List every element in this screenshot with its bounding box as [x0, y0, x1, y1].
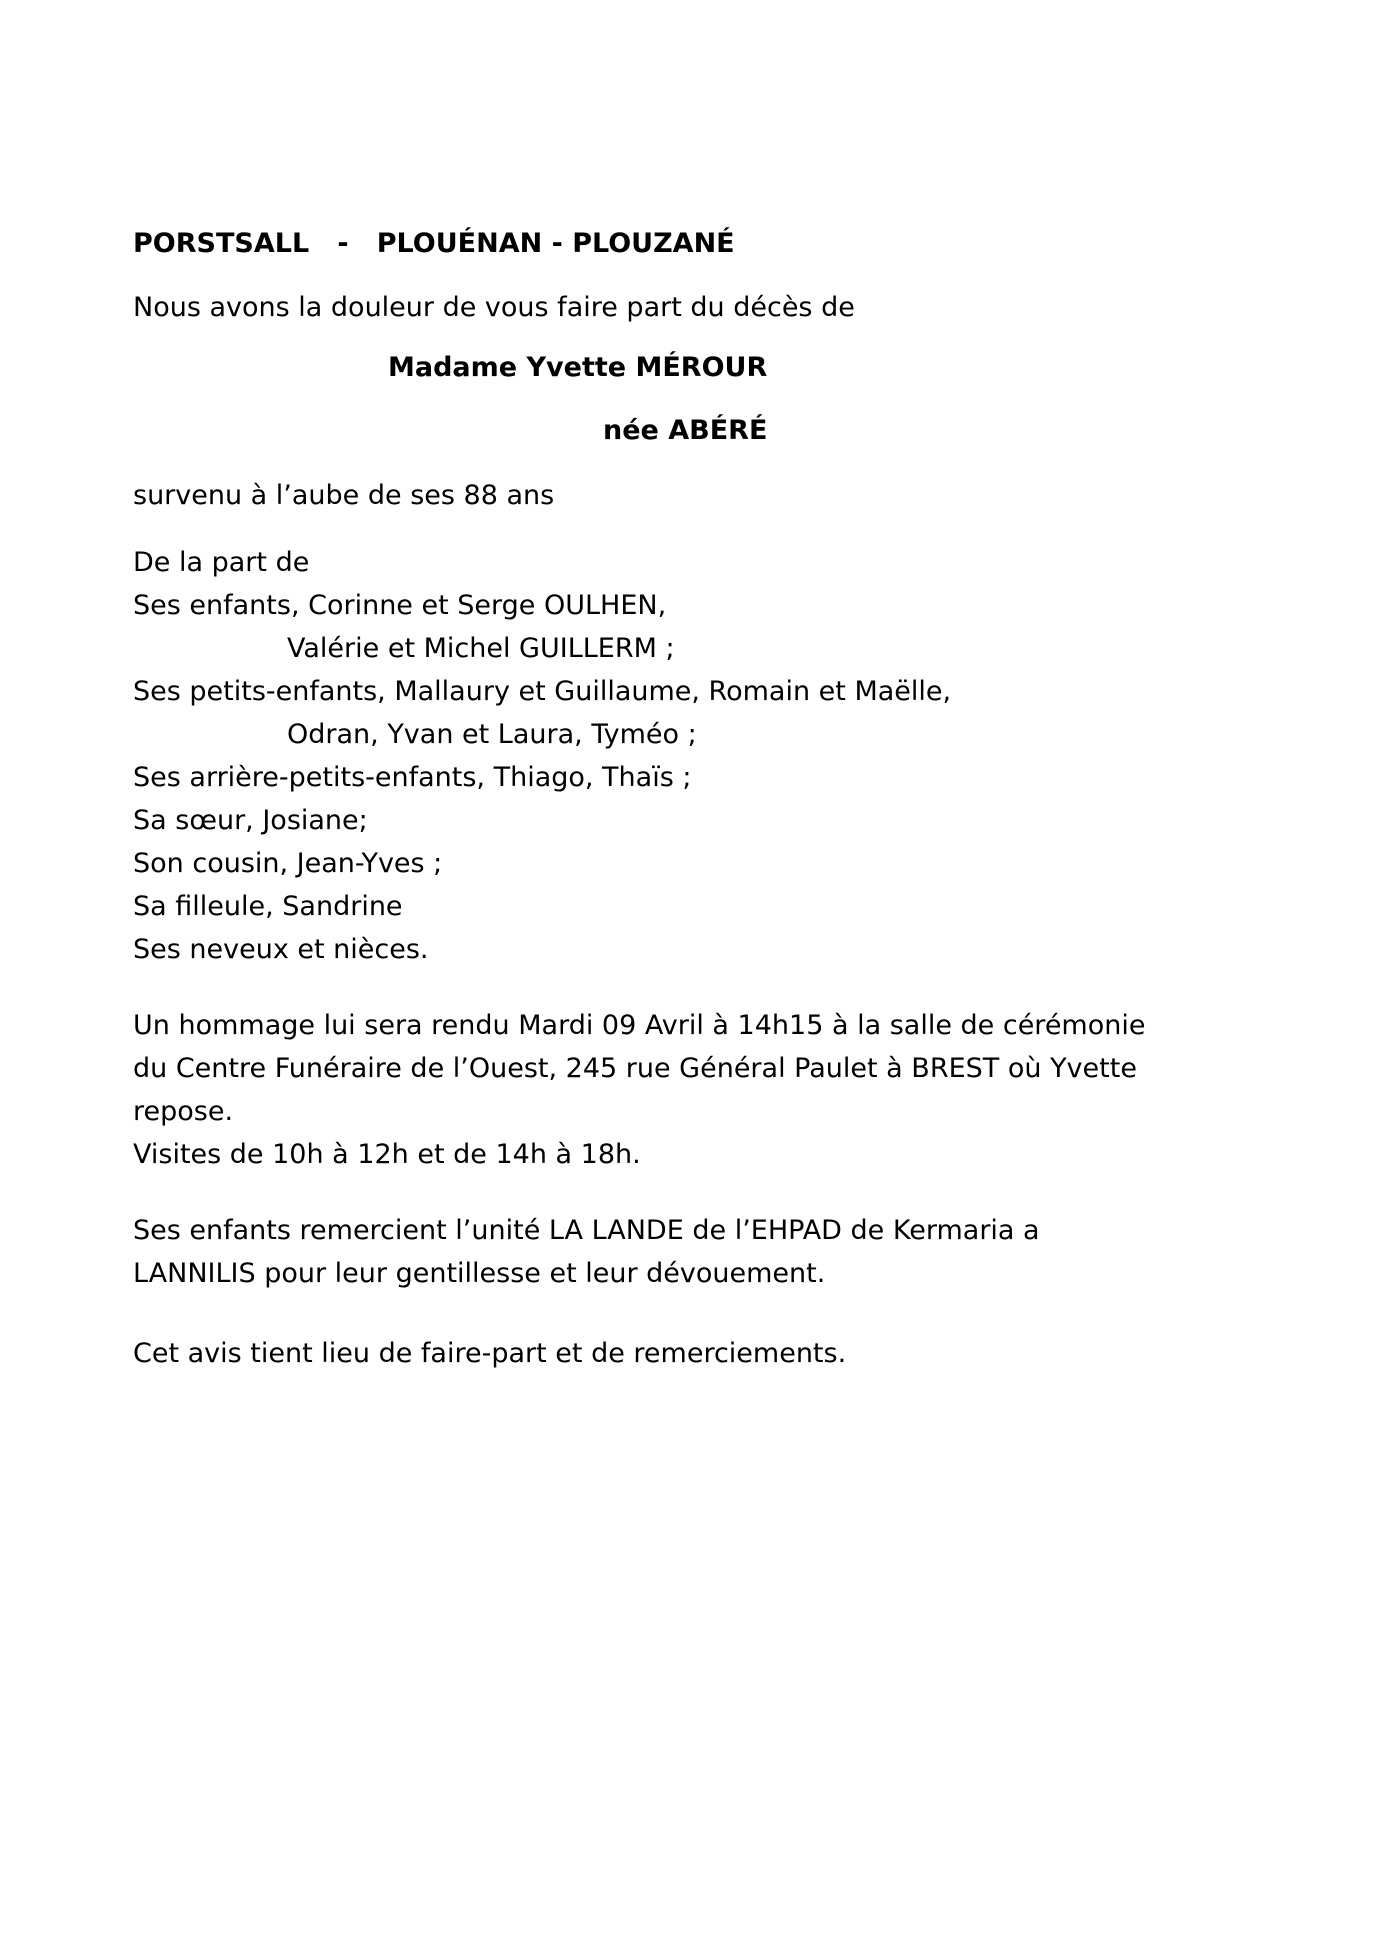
intro-line: Nous avons la douleur de vous faire part du décès de [133, 292, 855, 323]
family-line-goddaughter: Sa filleule, Sandrine [133, 891, 403, 922]
family-line-children-2: Valérie et Michel GUILLERM ; [287, 633, 675, 664]
family-line-intro: De la part de [133, 547, 310, 578]
thanks-line-2: LANNILIS pour leur gentillesse et leur dévouement. [133, 1258, 826, 1289]
family-list [133, 541, 1378, 971]
family-line-grandchildren: Ses petits-enfants, Mallaury et Guillaume, Romain et Maëlle, [133, 676, 952, 707]
ceremony-line-1: Un hommage lui sera rendu Mardi 09 Avril à 14h15 à la salle de cérémonie [133, 1010, 1146, 1041]
family-line-cousin: Son cousin, Jean-Yves ; [133, 848, 443, 879]
ceremony-line-3: repose. [133, 1096, 234, 1127]
family-line-nephews: Ses neveux et nièces. [133, 934, 429, 965]
family-line-grandchildren-2: Odran, Yvan et Laura, Tyméo ; [287, 719, 697, 750]
family-line-great-grandchildren: Ses arrière-petits-enfants, Thiago, Thaïs ; [133, 762, 692, 793]
age-line: survenu à l’aube de ses 88 ans [133, 480, 555, 511]
thanks-line-1: Ses enfants remercient l’unité LA LANDE de l’EHPAD de Kermaria a [133, 1215, 1040, 1246]
family-line-children: Ses enfants, Corinne et Serge OULHEN, [133, 590, 667, 621]
visits-line: Visites de 10h à 12h et de 14h à 18h. [133, 1139, 641, 1170]
closing-line: Cet avis tient lieu de faire-part et de remerciements. [133, 1338, 847, 1369]
family-line-sister: Sa sœur, Josiane; [133, 805, 368, 836]
ceremony-line-2: du Centre Funéraire de l’Ouest, 245 rue Général Paulet à BREST où Yvette [133, 1053, 1137, 1084]
maiden-name: née ABÉRÉ [603, 415, 768, 446]
localities-header: PORSTSALL - PLOUÉNAN - PLOUZANÉ [133, 228, 735, 259]
deceased-name: Madame Yvette MÉROUR [388, 352, 768, 383]
ceremony-paragraph [133, 1004, 1378, 1176]
thanks-paragraph [133, 1209, 1378, 1295]
